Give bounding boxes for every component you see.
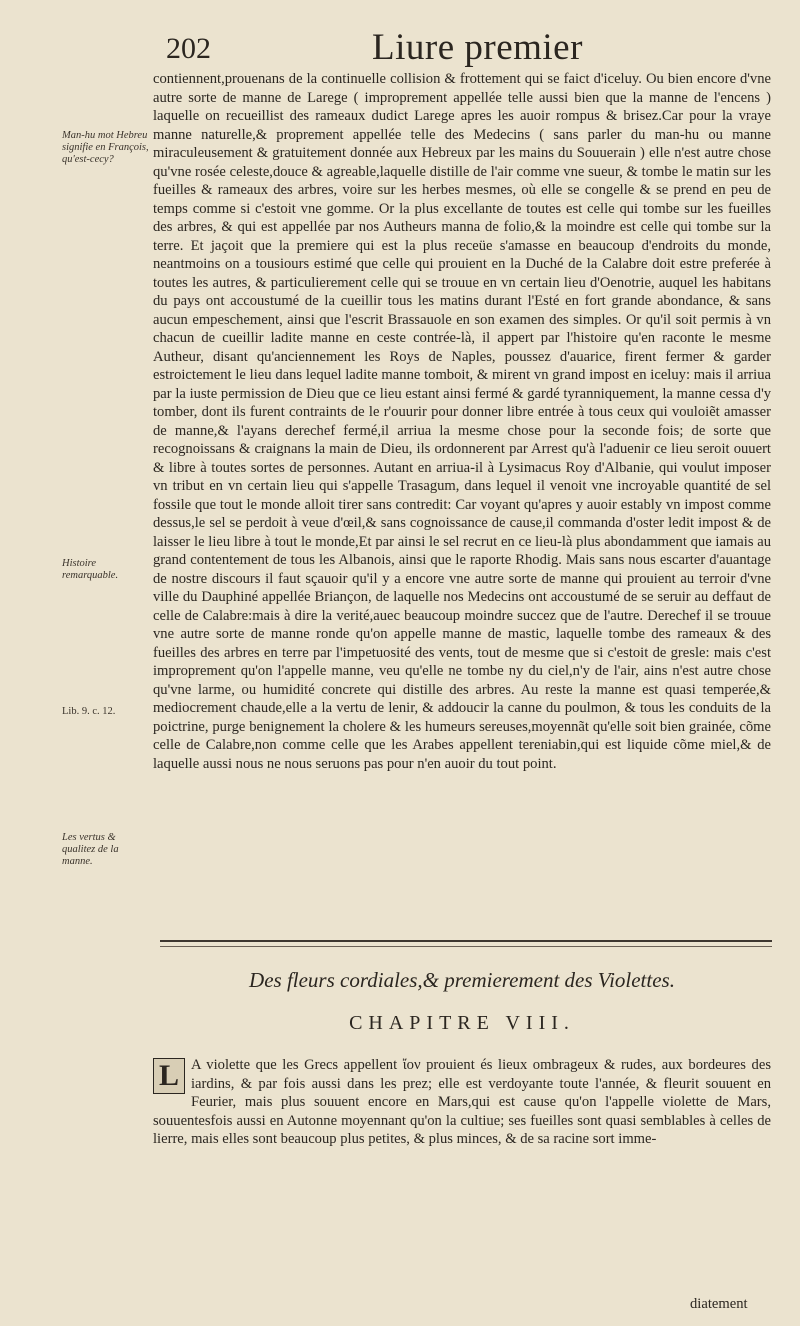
catchword: diatement [690, 1296, 748, 1312]
drop-initial: L [153, 1058, 185, 1094]
section-title: Des fleurs cordiales,& premierement des Violettes. [249, 968, 675, 992]
margin-note-histoire: Histoire remarquable. [62, 558, 119, 581]
page-header [0, 22, 800, 72]
running-title: Liure premier [372, 27, 583, 68]
main-paragraph: contiennent,prouenans de la continuelle collision & frottement qui se faict d'iceluy. Ou bien encore d'vne autre sorte de manne de Larege ( improprement appellée telle aussi bien que la manne de l'encens ) laquelle on recueillist des rameaux dudict Larege apres les auoir rompus & brisez.Car pour la vraye manne naturelle,& proprement appellée telle des Medecins ( sans parler du man-hu ou manne miraculeusement & gratuitement donnée aux Hebreux par les mains du Souuerain ) elle n'est autre chose qu'vne rosée celeste,douce & agreable,laquelle distille de l'air comme vne sueur, & tombe le matin sur les fueilles & rameaux des arbres, voire sur les herbes mesmes, où elle se congelle & se prend en peu de temps comme si c'estoit vne gomme. Or la plus excellante de toutes est celle qui tombe sur les fueilles des arbres, & qui est appellée par nos Autheurs manna de folio,& la moindre est celle qui tombe sur la terre. Et jaçoit que la premiere qui est la plus receüe s'amasse en beaucoup d'endroits du monde, neantmoins on a tousiours estimé que celle qui prouient en la Duché de la Calabre doit estre preferée à toutes les autres, & particulierement celle qui se trouue en vn certain lieu d'Oenotrie, auquel les habitans du pays ont accoustumé de la cueillir tous les matins durant l'Esté en fort grande abondance, & sans aucun empeschement, ainsi que l'escrit Brassauole en son examen des simples. Or qu'il soit permis à vn chacun de cueillir ladite manne en ceste contrée-là, il appert par l'histoire qu'en raconte le mesme Autheur, disant qu'anciennement les Roys de Naples, poussez d'auarice, firent fermer & garder estroictement le lieu dans lequel ladite manne tomboit, & mirent vn grand impost en iceluy: mais il arriua par la iuste permission de Dieu que ce lieu estant ainsi fermé & gardé tyranniquement, la manne cessa d'y tomber, dont ils furent contraints de le r'ouurir pour donner libre entrée à tous ceux qui vouloiẽt amasser de manne,& l'ayans derechef fermé,il arriua la mesme chose pour la seconde fois; de sorte que recognoissans & craignans la main de Dieu, ils ordonnerent par Arrest qu'à l'aduenir ce lieu seroit ouuert & libre à toutes sortes de personnes. Autant en arriua-il à Lysimacus Roy d'Albanie, qui voulut imposer vn tribut en vn certain lieu qui s'appelle Trasagum, dans lequel il venoit vne incroyable quantité de sel fossile que tout le monde alloit tirer sans contredit: Car voyant qu'apres y auoir estably vn impost comme dessus,le sel se perdoit à veue d'œil,& sans cognoissance de cause,il commanda d'oster ledit impost & de laisser le lieu libre à tout le monde,Et par ainsi le sel recrut en ce lieu-là plus abondamment que iamais au grand contentement de tous les Albanois, ainsi que le raporte Rhodig. Mais sans nous escarter d'auantage de nostre discours il faut sçauoir qu'il y a encore vne autre sorte de manne qui prouient au terroir d'vne ville du Dauphiné appellée Briançon, de laquelle nos Medecins ont accoustumé de se seruir au deffaut de celle de Calabre:mais à dire la verité,auec beaucoup moindre succez que de l'autre. Derechef il se trouue vne autre sorte de manne ronde qu'on appelle manne de mastic, laquelle tombe des rameaux & des fueilles des arbres en terre par l'impetuosité des vents, tout de mesme que si c'estoit de gresle: mais c'est improprement qu'on l'appelle manne, veu qu'elle ne tombe ny du ciel,n'y de l'air, ains n'est autre chose qu'vne larme, ou humidité concrete qui distille des arbres. Au reste la manne est quasi temperée,& mediocrement chaude,elle a la vertu de lenir, & addoucir la canne du poulmon, & tous les conduits de la poictrine, purge benignement la cholere & les humeurs sereuses,moyennãt qu'elle soit bien grainée, cõme celle de Calabre,non comme celle que les Arabes appellent tereniabin,qui est liquide cõme miel,& de laquelle aussi nous ne nous seruons pas pour n'en auoir du tout point. [153, 71, 771, 772]
page-number: 202 [166, 32, 211, 65]
margin-note-reference: Lib. 9. c. 12. [62, 706, 116, 717]
chapter-text [153, 1056, 771, 1149]
section-rule-thin [160, 946, 772, 947]
section-rule [160, 940, 772, 942]
margin-note-man-hu: Man-hu mot Hebreu signifie en François, qu'est-cecy? [62, 130, 149, 165]
chapter-paragraph: A violette que les Grecs appellent ἴον prouient és lieux ombrageux & rudes, aux bordeures des iardins, & par fois aussi dans les prez; elle est verdoyante toute l'année, & fleurit souuent en Feurier, mais plus souuent encore en Mars,qui est cause qu'on l'appelle violette de Mars, souuentesfois aussi en Autonne moyennant qu'on la cultiue; ses fueilles sont quasi semblables à celles de lierre, mais elles sont beaucoup plus petites, & plus minces, & de sa racine sort imme- [153, 1057, 771, 1147]
chapter-heading: CHAPITRE VIII. [349, 1012, 575, 1034]
main-text [153, 70, 771, 773]
margin-note-vertus: Les vertus & qualitez de la manne. [62, 832, 119, 867]
